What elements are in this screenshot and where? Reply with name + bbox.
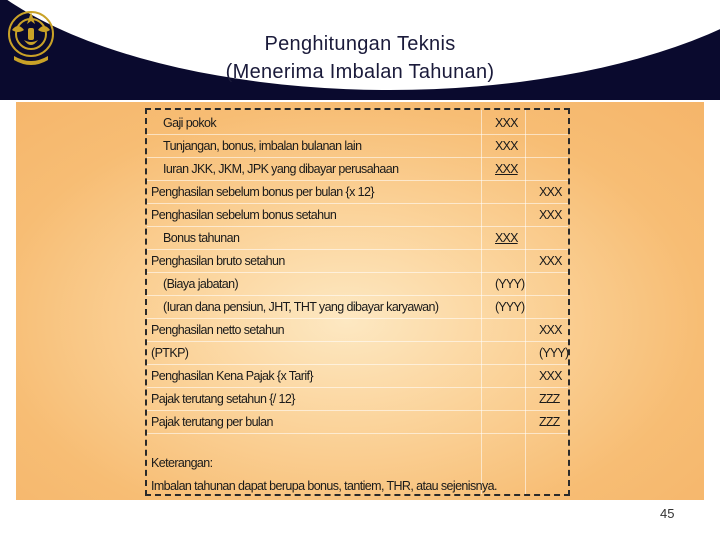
table-row-value-col1 — [495, 319, 523, 341]
table-row-value-col2: XXX — [539, 323, 562, 337]
table-row-value-col1 — [495, 181, 523, 203]
page-number: 45 — [660, 506, 675, 521]
table-row-value-col2: ZZZ — [539, 415, 560, 429]
table-row-value-col1: XXX — [495, 162, 518, 176]
table-row-label: Penghasilan Kena Pajak {x Tarif} — [151, 369, 313, 383]
table-row-label: Iuran JKK, JKM, JPK yang dibayar perusahaan — [163, 162, 399, 176]
table-row-value-col2 — [539, 135, 567, 157]
table-row-value-col2 — [539, 296, 567, 318]
note-title: Keterangan: — [151, 456, 213, 470]
table-row-label: (PTKP) — [151, 346, 189, 360]
table-row-value-col2: (YYY) — [539, 346, 569, 360]
table-row-value-col1 — [495, 204, 523, 226]
table-row-value-col2: ZZZ — [539, 392, 560, 406]
title-line-2: (Menerima Imbalan Tahunan) — [225, 61, 495, 83]
table-row-value-col2 — [539, 273, 567, 295]
table-row-value-col2: XXX — [539, 208, 562, 222]
table-row-label: Tunjangan, bonus, imbalan bulanan lain — [163, 139, 362, 153]
table-row-value-col1 — [495, 250, 523, 272]
table-row-label: Penghasilan sebelum bonus setahun — [151, 208, 337, 222]
table-row-value-col1 — [495, 342, 523, 364]
table-row-value-col2 — [539, 158, 567, 180]
table-row-value-col2: XXX — [539, 369, 562, 383]
column-divider — [525, 110, 526, 494]
table-row-value-col1 — [495, 388, 523, 410]
calculation-table — [145, 108, 570, 496]
table-row-value-col1: XXX — [495, 139, 518, 153]
table-row-value-col1: XXX — [495, 116, 518, 130]
table-row-value-col1: XXX — [495, 231, 518, 245]
table-row-label: Bonus tahunan — [163, 231, 240, 245]
table-row-value-col2 — [539, 112, 567, 134]
table-row-label: (Iuran dana pensiun, JHT, THT yang dibayar karyawan) — [163, 300, 439, 314]
column-divider — [481, 110, 482, 494]
table-row-value-col1: (YYY) — [495, 277, 525, 291]
table-row-value-col2: XXX — [539, 185, 562, 199]
table-row-value-col1: (YYY) — [495, 300, 525, 314]
table-row-label: Penghasilan sebelum bonus per bulan {x 12} — [151, 185, 374, 199]
table-row-value-col2 — [539, 227, 567, 249]
table-row-label: (Biaya jabatan) — [163, 277, 239, 291]
page-title — [0, 30, 720, 86]
table-row-label: Pajak terutang setahun {/ 12} — [151, 392, 295, 406]
table-row-label: Pajak terutang per bulan — [151, 415, 273, 429]
table-row-value-col1 — [495, 411, 523, 433]
table-row-value-col2: XXX — [539, 254, 562, 268]
table-row-label: Penghasilan bruto setahun — [151, 254, 285, 268]
row-divider — [147, 433, 568, 434]
table-row-value-col1 — [495, 365, 523, 387]
title-line-1: Penghitungan Teknis — [264, 33, 456, 55]
table-row-label: Gaji pokok — [163, 116, 217, 130]
table-row-label: Penghasilan netto setahun — [151, 323, 285, 337]
note-text: Imbalan tahunan dapat berupa bonus, tantiem, THR, atau sejenisnya. — [151, 479, 497, 493]
